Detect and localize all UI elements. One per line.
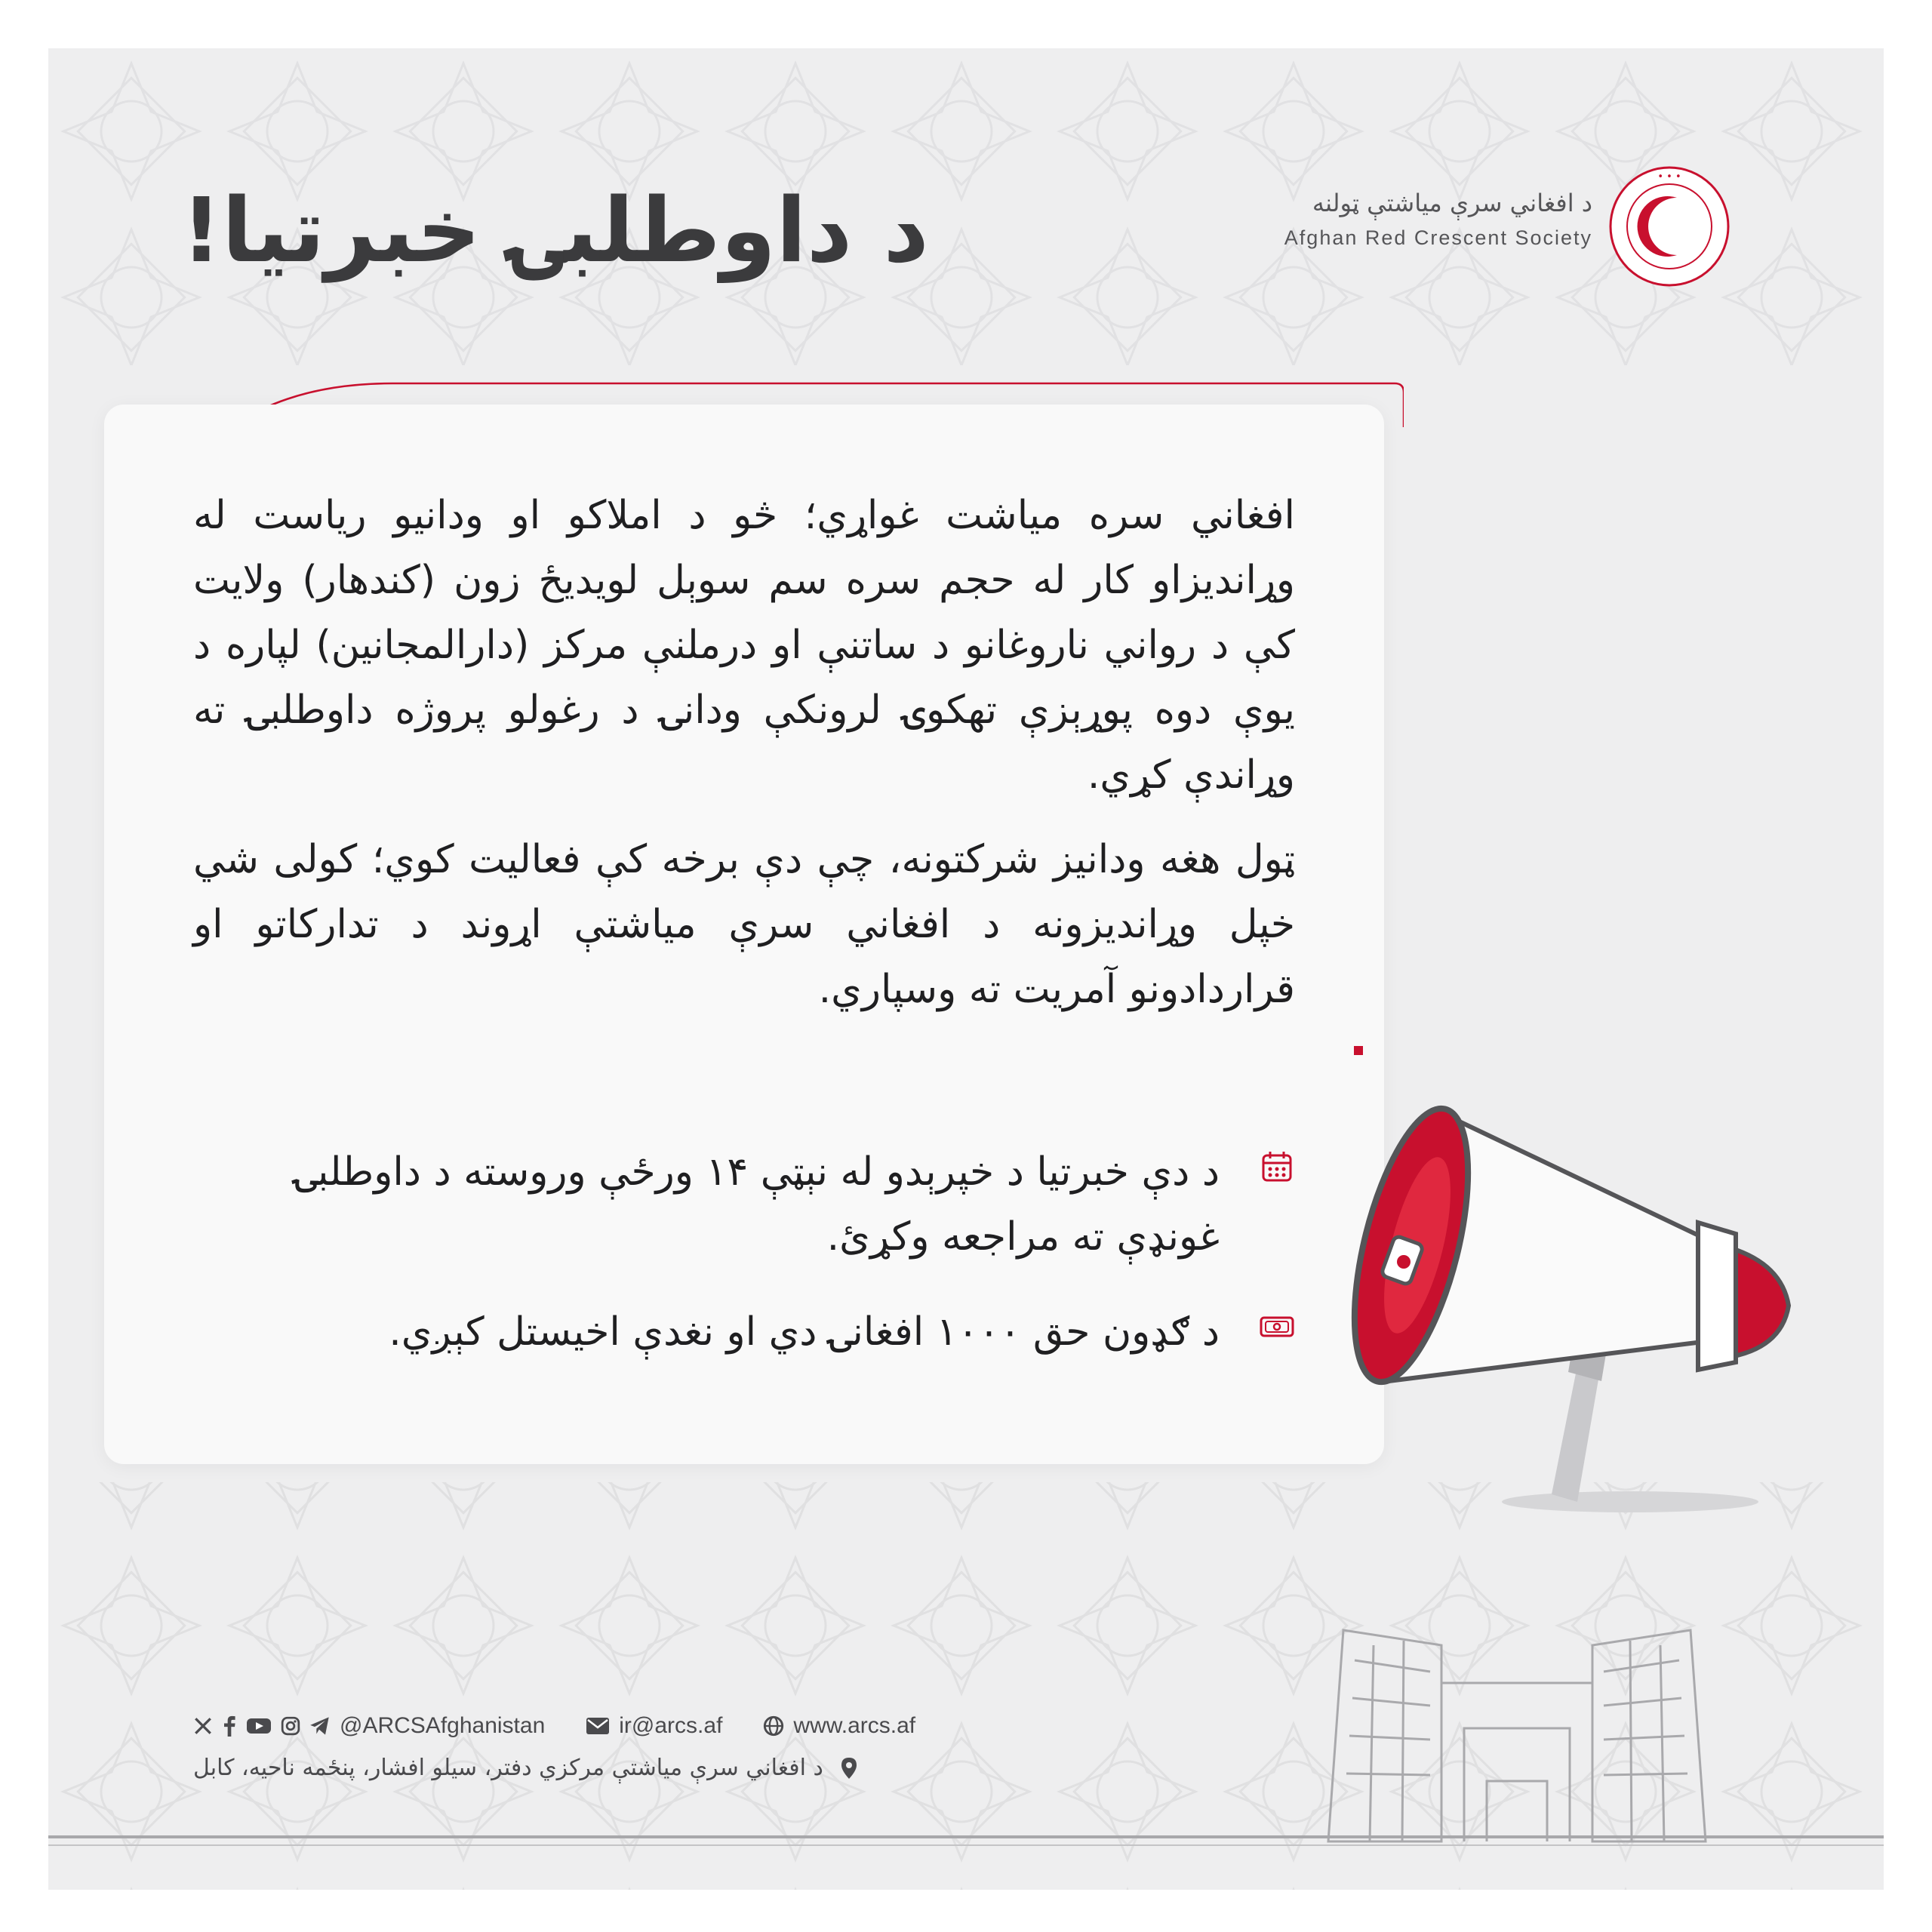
contact-bar bbox=[193, 1707, 986, 1745]
youtube-icon[interactable] bbox=[246, 1716, 272, 1736]
money-icon bbox=[1259, 1309, 1295, 1345]
address-text: د افغاني سرې میاشتې مرکزي دفتر، سیلو افشار، پنځمه ناحیه، کابل bbox=[193, 1755, 823, 1781]
calendar-icon bbox=[1259, 1149, 1295, 1185]
svg-text:• • •: • • • bbox=[1657, 171, 1681, 183]
globe-icon bbox=[763, 1715, 784, 1737]
accent-dot bbox=[1354, 1046, 1363, 1055]
megaphone-illustration bbox=[1328, 1064, 1811, 1517]
bullet-fee-text: د ګډون حق ۱۰۰۰ افغانۍ دي او نغدې اخیستل کېږي. bbox=[389, 1309, 1220, 1355]
social-handle[interactable]: @ARCSAfghanistan bbox=[340, 1713, 546, 1738]
floor-line bbox=[48, 1835, 1884, 1838]
location-pin-icon bbox=[841, 1757, 857, 1780]
website-link[interactable]: www.arcs.af bbox=[793, 1713, 916, 1738]
facebook-icon[interactable] bbox=[222, 1715, 237, 1737]
bullet-deadline bbox=[193, 1140, 1295, 1269]
headquarters-building-illustration bbox=[1313, 1615, 1721, 1849]
notice-bullets bbox=[193, 1140, 1295, 1395]
x-icon[interactable] bbox=[193, 1716, 213, 1736]
org-name-pashto: د افغاني سرې میاشتې ټولنه bbox=[1312, 189, 1592, 217]
org-name-english: Afghan Red Crescent Society bbox=[1284, 226, 1592, 249]
email-address[interactable]: ir@arcs.af bbox=[619, 1713, 723, 1738]
page-title: د داوطلبۍ خبرتیا! bbox=[181, 178, 929, 282]
bullet-deadline-text: د دې خبرتیا د خپرېدو له نېټې ۱۴ ورځې وروسته د داوطلبۍ غونډې ته مراجعه وکړئ. bbox=[294, 1149, 1220, 1260]
instagram-icon[interactable] bbox=[281, 1716, 300, 1736]
red-crescent-logo bbox=[1607, 165, 1731, 288]
telegram-icon[interactable] bbox=[309, 1716, 331, 1736]
notice-paragraph-1: افغاني سره میاشت غواړي؛ څو د املاکو او ودانیو ریاست له وړاندیزاو کار له حجم سره سم سوېل لویدیځ زون (کندهار) ولایت کې د رواني ناروغانو د ساتنې او درملنې مرکز (دارالمجانین) لپاره د یوې دوه پوړېزې تهکوۍ لرونکې ودانۍ د رغولو پروژه داوطلبۍ ته وړاندې کړي. bbox=[193, 493, 1295, 798]
address-line bbox=[193, 1754, 948, 1781]
floor-line-thin bbox=[48, 1844, 1884, 1846]
notice-body bbox=[193, 483, 1295, 1041]
email-icon bbox=[586, 1717, 610, 1735]
bullet-fee bbox=[193, 1300, 1295, 1364]
notice-paragraph-2: ټول هغه ودانیز شرکتونه، چې دې برخه کې فعالیت کوي؛ کولی شي خپل وړاندیزونه د افغاني سرې میاشتې اړوند د تدارکاتو او قراردادونو آمریت ته وسپاري. bbox=[193, 837, 1295, 1012]
